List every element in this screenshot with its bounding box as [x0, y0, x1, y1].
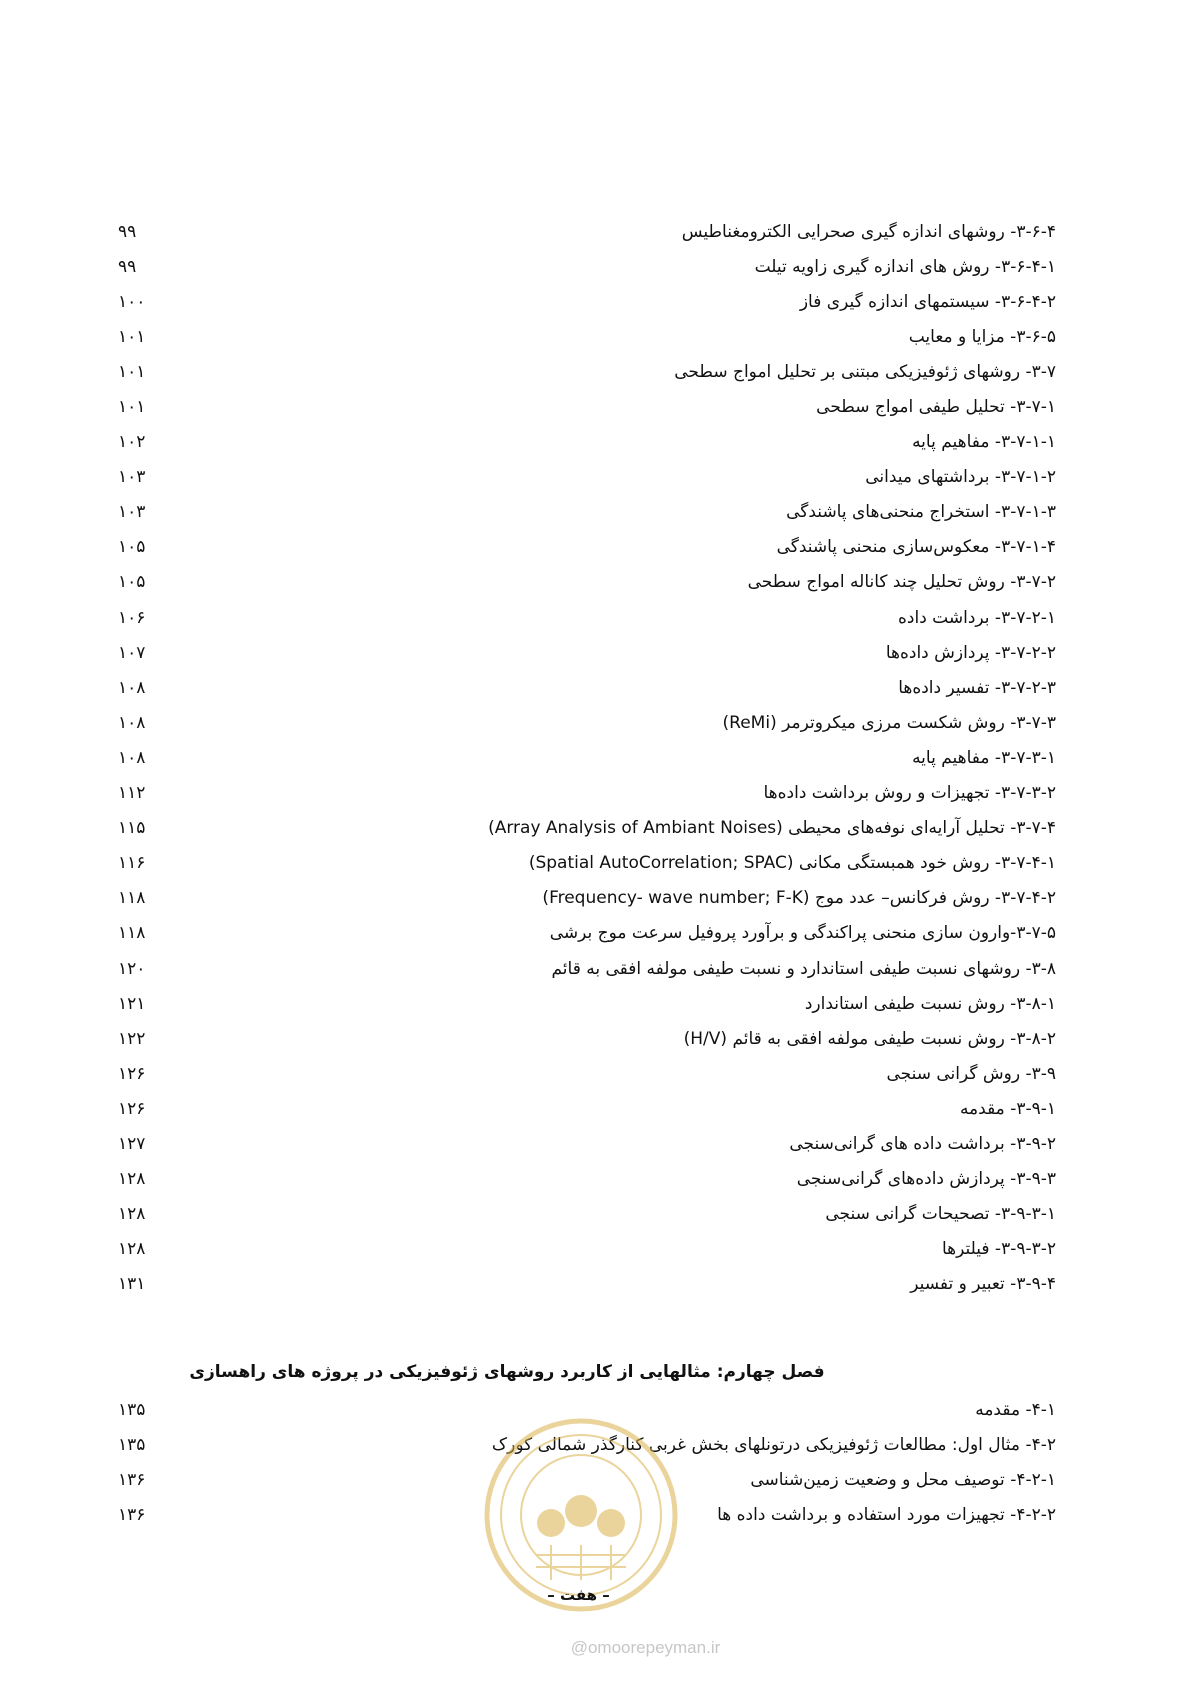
toc-entry-page-number: ۱۰۸	[118, 747, 146, 768]
watermark-url: @omoorepeyman.ir	[570, 1638, 721, 1657]
toc-entry-title: ۳-۸-۱- روش نسبت طیفی استاندارد	[804, 993, 1056, 1014]
toc-entry	[118, 425, 1056, 460]
toc-entry-title: ۴-۲-۱- توصیف محل و وضعیت زمین‌شناسی	[750, 1469, 1056, 1490]
toc-entry-page-number: ۱۰۶	[118, 607, 146, 628]
toc-entry-page-number: ۱۱۸	[118, 888, 146, 909]
toc-entry-title: ۳-۸-۲- روش نسبت طیفی مولفه افقی به قائم (H/V)	[683, 1028, 1056, 1049]
toc-entry	[118, 354, 1056, 389]
toc-entry-title: ۳-۷-۴-۱- روش خود همبستگی مکانی (Spatial AutoCorrelation; SPAC)	[528, 853, 1056, 874]
toc-entry-page-number: ۱۰۸	[118, 677, 146, 698]
toc-entry	[118, 881, 1056, 916]
toc-entry-page-number: ۱۰۵	[118, 572, 146, 593]
toc-entry	[118, 600, 1056, 635]
toc-entry	[118, 986, 1056, 1021]
toc-entry	[118, 1462, 1056, 1497]
toc-entry	[118, 495, 1056, 530]
toc-entry-page-number: ۱۱۵	[118, 818, 146, 839]
toc-entry-title: ۳-۷-۲- روش تحلیل چند کاناله امواج سطحی	[747, 572, 1056, 593]
toc-entry-page-number: ۱۰۷	[118, 642, 146, 663]
toc-entry-title: ۳-۷-۳-۱- مفاهیم پایه	[912, 747, 1056, 768]
toc-entry	[118, 916, 1056, 951]
toc-entry-page-number: ۱۲۶	[118, 1098, 146, 1119]
toc-entry	[118, 811, 1056, 846]
toc-entry	[118, 670, 1056, 705]
toc-entry-title: ۳-۶-۴- روشهای اندازه گیری صحرایی الکترومغناطیس	[681, 221, 1056, 242]
toc-entry	[118, 1497, 1056, 1532]
toc-entry	[118, 705, 1056, 740]
toc-entry-title: ۳-۷- روشهای ژئوفیزیکی مبتنی بر تحلیل امواج سطحی	[674, 361, 1056, 382]
toc-entry	[118, 740, 1056, 775]
toc-entry-title: ۳-۷-۲-۳- تفسیر داده‌ها	[898, 677, 1056, 698]
toc-entry-page-number: ۱۱۲	[118, 783, 146, 804]
toc-entry-page-number: ۱۰۱	[118, 397, 146, 418]
toc-entry-title: ۳-۸- روشهای نسبت طیفی استاندارد و نسبت طیفی مولفه افقی به قائم	[551, 958, 1056, 979]
page-number: – هفت –	[547, 1586, 610, 1604]
toc-entry-page-number: ۱۲۸	[118, 1169, 146, 1190]
toc-entry-title: ۴-۲-۲- تجهیزات مورد استفاده و برداشت داده ها	[717, 1504, 1056, 1525]
toc-entry-title: ۳-۹-۳-۲- فیلترها	[941, 1239, 1056, 1260]
toc-entry-page-number: ۱۲۷	[118, 1133, 146, 1154]
toc-entry-page-number: ۱۱۸	[118, 923, 146, 944]
toc-entry-title: ۳-۷-۱-۲- برداشتهای میدانی	[865, 467, 1056, 488]
toc-entry-title: ۳-۷-۱-۳- استخراج منحنی‌های پاشندگی	[786, 502, 1056, 523]
toc-entry	[118, 635, 1056, 670]
toc-entry-title: ۳-۶-۴-۱- روش های اندازه گیری زاویه تیلت	[754, 256, 1056, 277]
toc-entry-title: ۳-۷-۱- تحلیل طیفی امواج سطحی	[816, 397, 1056, 418]
toc-entry-page-number: ۱۰۲	[118, 432, 146, 453]
toc-entry-title: ۳-۷-۵-وارون سازی منحنی پراکندگی و برآورد پروفیل سرعت موج برشی	[549, 923, 1056, 944]
toc-entry	[118, 1232, 1056, 1267]
toc-entry-title: ۴-۲- مثال اول: مطالعات ژئوفیزیکی درتونلهای بخش غربی کنارگذر شمالی کورک	[491, 1434, 1056, 1455]
toc-entry	[118, 530, 1056, 565]
toc-entry-title: ۴-۱- مقدمه	[975, 1399, 1056, 1420]
toc-entry	[118, 1427, 1056, 1462]
toc-entry-page-number: ۱۲۶	[118, 1063, 146, 1084]
toc-entry-page-number: ۱۰۰	[118, 291, 146, 312]
toc-entry-page-number: ۹۹	[118, 256, 137, 277]
toc-entry-title: ۳-۷-۱-۴- معکوس‌سازی منحنی پاشندگی	[776, 537, 1056, 558]
toc-entry-title: ۳-۹-۳- پردازش داده‌های گرانی‌سنجی	[796, 1169, 1056, 1190]
toc-entry-title: ۳-۷-۳- روش شکست مرزی میکروترمر (ReMi)	[722, 712, 1056, 733]
toc-entry	[118, 284, 1056, 319]
toc-entry-title: ۳-۷-۴-۲- روش فرکانس– عدد موج (Frequency- wave number; F-K)	[542, 888, 1056, 909]
toc-entry-title: ۳-۷-۳-۲- تجهیزات و روش برداشت داده‌ها	[763, 783, 1056, 804]
toc-entry-title: ۳-۷-۴- تحلیل آرایه‌ای نوفه‌های محیطی (Array Analysis of Ambiant Noises)	[488, 818, 1056, 839]
toc-entry	[118, 1197, 1056, 1232]
toc-entry-page-number: ۱۱۶	[118, 853, 146, 874]
toc-entry-page-number: ۱۳۱	[118, 1274, 146, 1295]
toc-entry	[118, 1162, 1056, 1197]
toc-entry-title: ۳-۷-۲-۲- پردازش داده‌ها	[885, 642, 1056, 663]
toc-entry-page-number: ۱۳۵	[118, 1434, 146, 1455]
toc-entry-page-number: ۱۲۲	[118, 1028, 146, 1049]
toc-entry	[118, 1392, 1056, 1427]
toc-section-4	[118, 1392, 1056, 1532]
toc-entry-title: ۳-۹-۲- برداشت داده های گرانی‌سنجی	[789, 1133, 1056, 1154]
chapter-heading-text: فصل چهارم: مثالهایی از کاربرد روشهای ژئوفیزیکی در پروژه های راهسازی	[189, 1362, 825, 1382]
toc-entry	[118, 1056, 1056, 1091]
toc-entry-title: ۳-۷-۲-۱- برداشت داده	[898, 607, 1056, 628]
toc-entry-title: ۳-۶-۴-۲- سیستمهای اندازه گیری فاز	[799, 291, 1056, 312]
toc-entry-page-number: ۱۰۱	[118, 326, 146, 347]
toc-entry	[118, 1126, 1056, 1161]
toc-entry-title: ۳-۷-۱-۱- مفاهیم پایه	[912, 432, 1056, 453]
toc-entry-title: ۳-۹-۴- تعبیر و تفسیر	[910, 1274, 1056, 1295]
toc-entry	[118, 565, 1056, 600]
toc-entry-page-number: ۱۲۱	[118, 993, 146, 1014]
toc-entry-page-number: ۱۲۸	[118, 1204, 146, 1225]
toc-entry-page-number: ۱۳۶	[118, 1469, 146, 1490]
toc-entry-page-number: ۱۰۱	[118, 361, 146, 382]
toc-entry	[118, 214, 1056, 249]
toc-entry	[118, 846, 1056, 881]
chapter-heading	[118, 1362, 1056, 1382]
toc-section-3	[118, 214, 1056, 1302]
toc-entry	[118, 1021, 1056, 1056]
toc-entry-page-number: ۱۳۶	[118, 1504, 146, 1525]
toc-entry-page-number: ۱۰۳	[118, 467, 146, 488]
toc-entry	[118, 951, 1056, 986]
toc-entry	[118, 1091, 1056, 1126]
toc-entry-page-number: ۱۰۵	[118, 537, 146, 558]
toc-entry	[118, 460, 1056, 495]
toc-entry-page-number: ۱۰۸	[118, 712, 146, 733]
toc-entry	[118, 249, 1056, 284]
toc-entry-page-number: ۱۰۳	[118, 502, 146, 523]
toc-entry-title: ۳-۹-۳-۱- تصحیحات گرانی سنجی	[825, 1204, 1056, 1225]
toc-entry-page-number: ۱۲۸	[118, 1239, 146, 1260]
toc-entry-page-number: ۹۹	[118, 221, 137, 242]
toc-entry-page-number: ۱۲۰	[118, 958, 146, 979]
toc-entry-title: ۳-۶-۵- مزایا و معایب	[908, 326, 1056, 347]
toc-entry-page-number: ۱۳۵	[118, 1399, 146, 1420]
toc-entry	[118, 319, 1056, 354]
toc-entry-title: ۳-۹-۱- مقدمه	[959, 1098, 1056, 1119]
toc-entry	[118, 389, 1056, 424]
toc-entry	[118, 776, 1056, 811]
toc-entry	[118, 1267, 1056, 1302]
toc-entry-title: ۳-۹- روش گرانی سنجی	[886, 1063, 1056, 1084]
